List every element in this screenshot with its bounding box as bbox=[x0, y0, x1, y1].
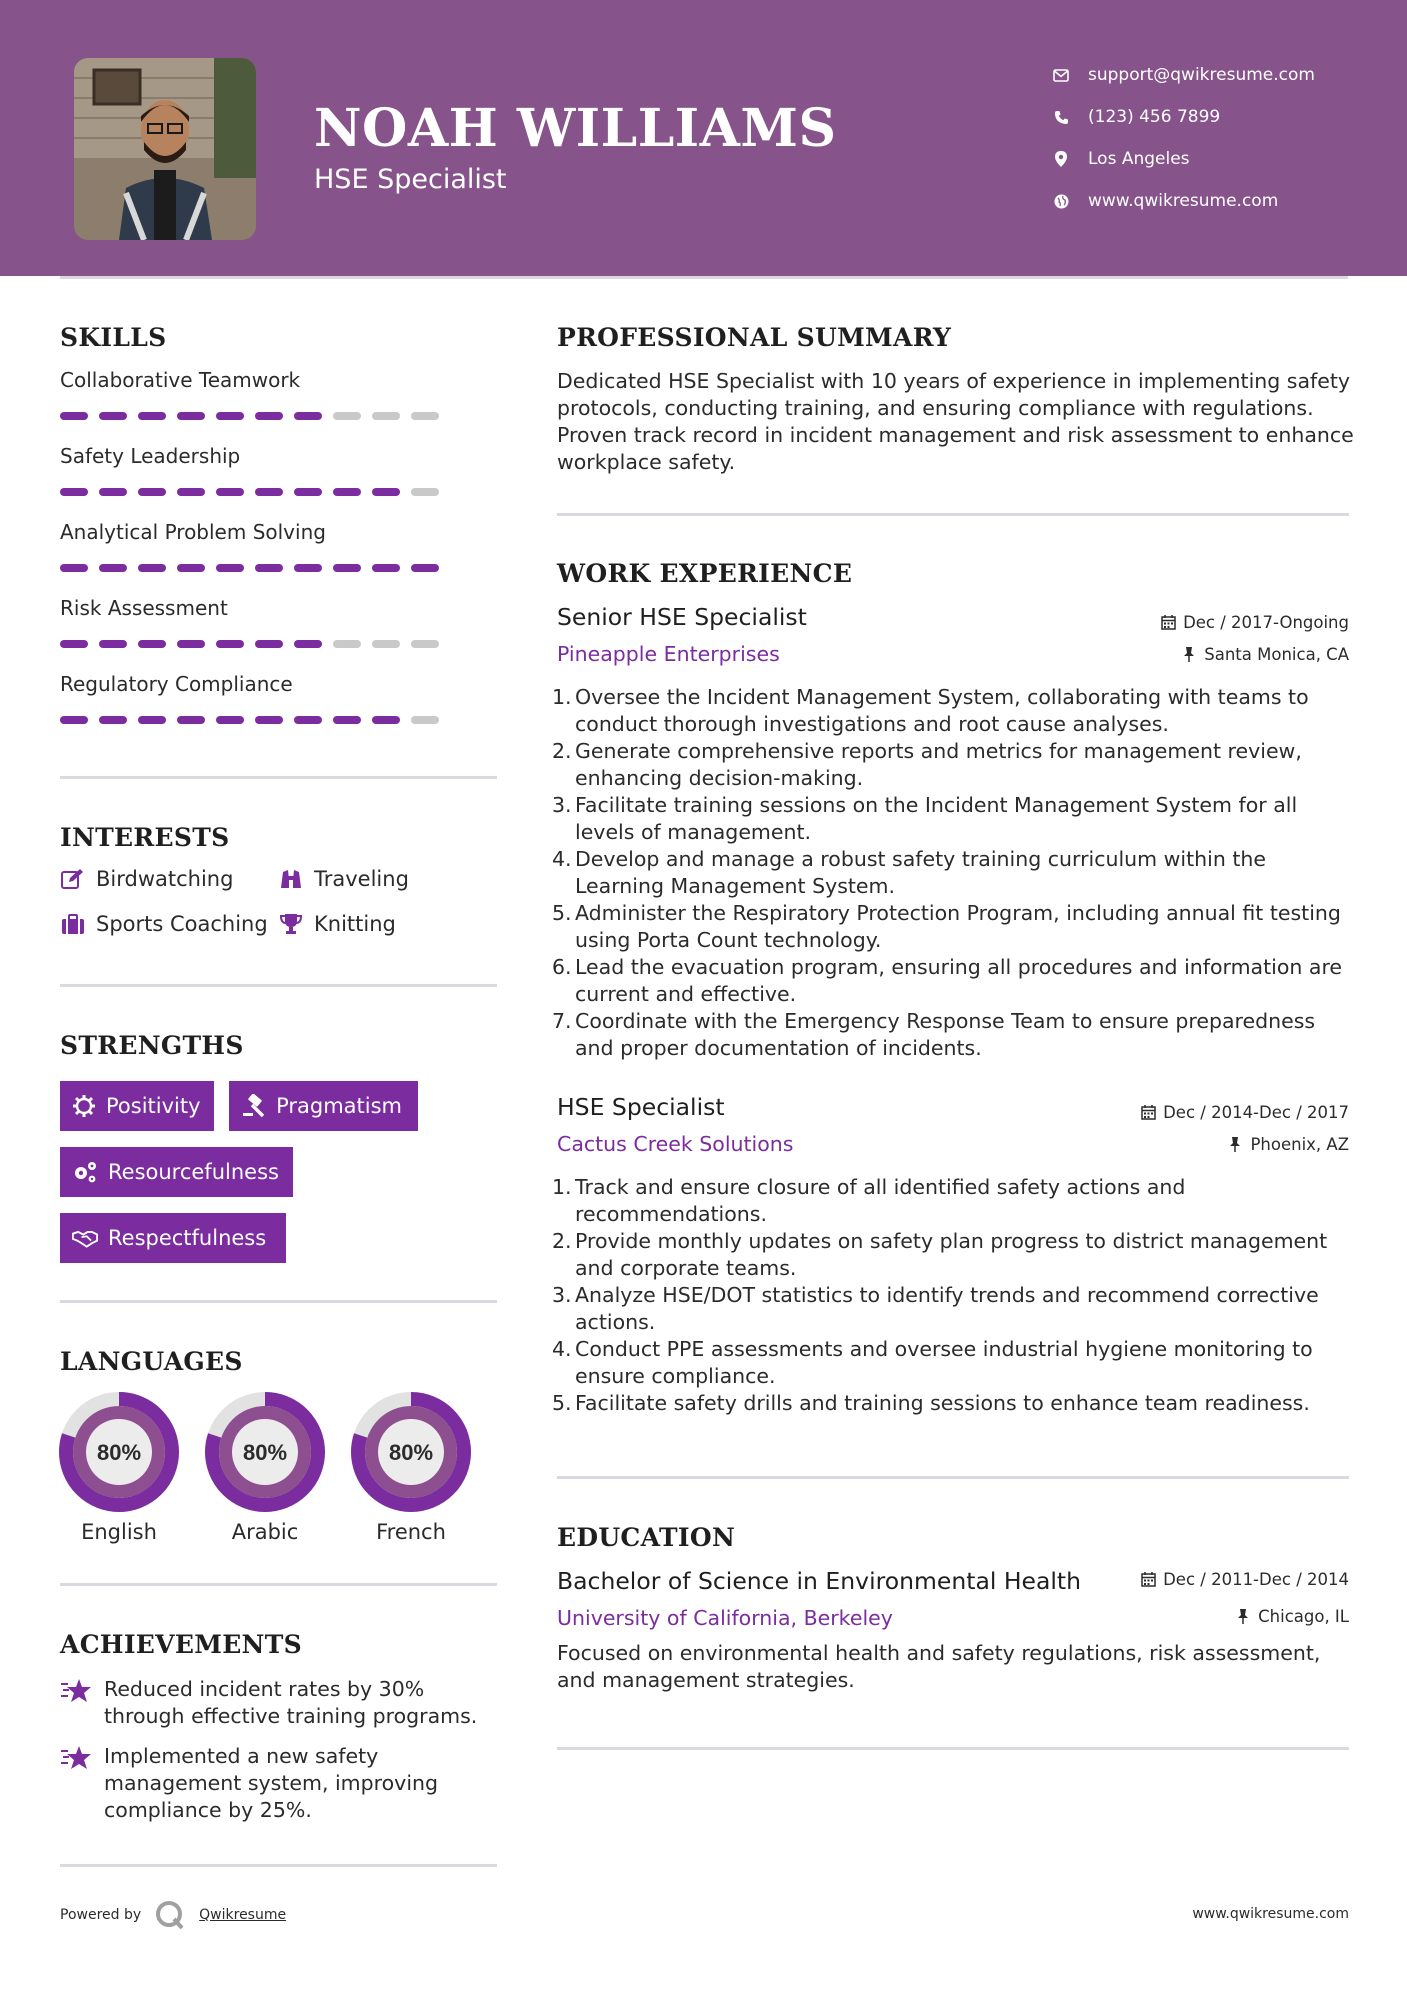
skill-dot-filled bbox=[138, 640, 166, 648]
interest-label: Birdwatching bbox=[96, 867, 234, 891]
language-percent: 80% bbox=[388, 1440, 434, 1465]
duty-item: 3. Analyze HSE/DOT statistics to identify trends and recommend corrective actions. bbox=[552, 1283, 1319, 1334]
language-item bbox=[203, 1390, 327, 1544]
pushpin-icon bbox=[1226, 1136, 1244, 1154]
achievement-text: Implemented a new safety management system, improving compliance by 25%. bbox=[104, 1744, 439, 1822]
interest-item bbox=[278, 866, 409, 892]
strength-label: Pragmatism bbox=[276, 1094, 402, 1118]
phone-icon bbox=[1050, 106, 1072, 128]
education-location-text: Chicago, IL bbox=[1258, 1607, 1349, 1626]
skill-item bbox=[60, 368, 460, 420]
profile-photo bbox=[74, 58, 256, 240]
duty-text: Analyze HSE/DOT statistics to identify trends and recommend corrective actions. bbox=[575, 1283, 1319, 1334]
language-item bbox=[57, 1390, 181, 1544]
education-description: Focused on environmental health and safety regulations, risk assessment, and management strategies. bbox=[557, 1641, 1321, 1692]
education-date bbox=[1139, 1570, 1349, 1589]
skill-name: Regulatory Compliance bbox=[60, 672, 293, 696]
skill-dot-filled bbox=[216, 716, 244, 724]
calendar-icon bbox=[1139, 1104, 1157, 1122]
footer-branding bbox=[60, 1900, 286, 1930]
gavel-icon bbox=[241, 1093, 266, 1119]
skill-dot-filled bbox=[255, 412, 283, 420]
achievements-divider bbox=[60, 1864, 497, 1867]
language-percent: 80% bbox=[96, 1440, 142, 1465]
interest-label: Knitting bbox=[314, 912, 396, 936]
contact-list bbox=[1050, 54, 1315, 222]
gear-icon bbox=[72, 1093, 96, 1119]
skill-dot-empty bbox=[333, 412, 361, 420]
skill-dot-filled bbox=[294, 640, 322, 648]
skill-dot-empty bbox=[411, 488, 439, 496]
skill-dot-filled bbox=[411, 564, 439, 572]
job-title: HSE Specialist bbox=[557, 1093, 725, 1121]
strengths-divider bbox=[60, 1300, 497, 1303]
skill-dot-filled bbox=[255, 488, 283, 496]
interests-divider bbox=[60, 984, 497, 987]
degree-title: Bachelor of Science in Environmental Health bbox=[557, 1567, 1082, 1595]
pushpin-icon bbox=[1234, 1608, 1252, 1626]
job-title: Senior HSE Specialist bbox=[557, 603, 807, 631]
skill-item bbox=[60, 444, 460, 496]
skill-dot-empty bbox=[372, 412, 400, 420]
skill-dot-empty bbox=[411, 412, 439, 420]
skill-dot-empty bbox=[333, 640, 361, 648]
powered-by-text: Powered by bbox=[60, 1907, 142, 1923]
job-location bbox=[1180, 645, 1349, 664]
contact-email-text: support@qwikresume.com bbox=[1088, 65, 1315, 85]
company-name: Cactus Creek Solutions bbox=[557, 1132, 794, 1156]
duty-item: 3. Facilitate training sessions on the Incident Management System for all levels of management. bbox=[552, 793, 1298, 844]
achievement-item bbox=[60, 1676, 500, 1730]
school-name: University of California, Berkeley bbox=[557, 1606, 893, 1630]
skill-dot-filled bbox=[177, 716, 205, 724]
star-award-icon bbox=[60, 1676, 92, 1706]
duty-item: 1. Oversee the Incident Management System, collaborating with teams to conduct thorough investigations and root cause analyses. bbox=[552, 685, 1309, 736]
skill-rating bbox=[60, 716, 460, 724]
education-divider bbox=[557, 1747, 1349, 1750]
calendar-icon bbox=[1159, 614, 1177, 632]
languages-divider bbox=[60, 1583, 497, 1586]
language-donut bbox=[203, 1390, 327, 1514]
job-location bbox=[1226, 1135, 1349, 1154]
skill-dot-filled bbox=[294, 716, 322, 724]
skill-dot-filled bbox=[138, 412, 166, 420]
skill-dot-filled bbox=[177, 488, 205, 496]
skill-dot-filled bbox=[372, 564, 400, 572]
skill-dot-empty bbox=[372, 640, 400, 648]
strength-label: Positivity bbox=[106, 1094, 201, 1118]
language-percent: 80% bbox=[242, 1440, 288, 1465]
skill-dot-filled bbox=[99, 564, 127, 572]
binoculars-icon bbox=[278, 866, 304, 892]
skill-rating bbox=[60, 412, 460, 420]
duty-item: 1. Track and ensure closure of all identified safety actions and recommendations. bbox=[552, 1175, 1186, 1226]
contact-email[interactable] bbox=[1050, 54, 1315, 96]
job-duties bbox=[552, 1174, 1357, 1417]
experience-divider bbox=[557, 1476, 1349, 1479]
education-location bbox=[1234, 1607, 1349, 1626]
strength-badge bbox=[60, 1081, 214, 1131]
duty-item: 2. Generate comprehensive reports and metrics for management review, enhancing decision-making. bbox=[552, 739, 1302, 790]
briefcase-icon bbox=[60, 911, 86, 937]
job-date bbox=[1139, 1103, 1349, 1122]
job-date bbox=[1159, 613, 1349, 632]
company-name: Pineapple Enterprises bbox=[557, 642, 780, 666]
duty-text: Track and ensure closure of all identified safety actions and recommendations. bbox=[575, 1175, 1186, 1226]
contact-website-text: www.qwikresume.com bbox=[1088, 191, 1279, 211]
duty-text: Generate comprehensive reports and metrics for management review, enhancing decision-making. bbox=[575, 739, 1302, 790]
skill-rating bbox=[60, 488, 460, 496]
skill-item bbox=[60, 596, 460, 648]
achievement-item bbox=[60, 1743, 500, 1824]
duty-item: 5. Administer the Respiratory Protection Program, including annual fit testing using Porta Count technology. bbox=[552, 901, 1341, 952]
duty-item: 4. Conduct PPE assessments and oversee industrial hygiene monitoring to ensure compliance. bbox=[552, 1337, 1313, 1388]
duty-text: Administer the Respiratory Protection Program, including annual fit testing using Porta Count technology. bbox=[575, 901, 1341, 952]
skill-dot-filled bbox=[99, 640, 127, 648]
duty-text: Facilitate safety drills and training sessions to enhance team readiness. bbox=[575, 1391, 1310, 1415]
strength-label: Respectfulness bbox=[108, 1226, 267, 1250]
language-name: English bbox=[81, 1520, 157, 1544]
contact-location bbox=[1050, 138, 1315, 180]
skill-dot-filled bbox=[99, 716, 127, 724]
skill-dot-filled bbox=[60, 564, 88, 572]
skill-dot-filled bbox=[255, 564, 283, 572]
skill-dot-filled bbox=[138, 564, 166, 572]
contact-phone-text: (123) 456 7899 bbox=[1088, 107, 1221, 127]
skill-name: Risk Assessment bbox=[60, 596, 228, 620]
brand-link[interactable]: Qwikresume bbox=[199, 1907, 287, 1923]
contact-website[interactable] bbox=[1050, 180, 1315, 222]
handshake-icon bbox=[72, 1225, 98, 1251]
duty-text: Provide monthly updates on safety plan progress to district management and corporate teams. bbox=[575, 1229, 1328, 1280]
skill-dot-filled bbox=[60, 412, 88, 420]
location-pin-icon bbox=[1050, 148, 1072, 170]
contact-location-text: Los Angeles bbox=[1088, 149, 1190, 169]
strength-badge bbox=[60, 1147, 293, 1197]
education-heading: EDUCATION bbox=[557, 1523, 736, 1552]
calendar-icon bbox=[1139, 1571, 1157, 1589]
skill-rating bbox=[60, 640, 460, 648]
skill-name: Safety Leadership bbox=[60, 444, 241, 468]
duty-text: Facilitate training sessions on the Incident Management System for all levels of management. bbox=[575, 793, 1298, 844]
achievement-text: Reduced incident rates by 30% through effective training programs. bbox=[104, 1677, 478, 1728]
header-banner bbox=[0, 0, 1407, 276]
skill-dot-filled bbox=[216, 412, 244, 420]
skill-dot-filled bbox=[60, 716, 88, 724]
strength-badge bbox=[60, 1213, 286, 1263]
star-award-icon bbox=[60, 1743, 92, 1773]
interest-label: Sports Coaching bbox=[96, 912, 268, 936]
job-duties bbox=[552, 684, 1357, 1062]
skill-dot-filled bbox=[60, 640, 88, 648]
interest-label: Traveling bbox=[314, 867, 409, 891]
header-divider bbox=[60, 276, 1348, 279]
skills-heading: SKILLS bbox=[60, 323, 167, 352]
interest-item bbox=[278, 911, 396, 937]
skill-dot-filled bbox=[216, 640, 244, 648]
skill-name: Collaborative Teamwork bbox=[60, 368, 301, 392]
skills-divider bbox=[60, 776, 497, 779]
edit-icon bbox=[60, 866, 86, 892]
skill-dot-filled bbox=[138, 716, 166, 724]
skill-dot-filled bbox=[294, 488, 322, 496]
skill-dot-empty bbox=[411, 716, 439, 724]
skill-dot-filled bbox=[60, 488, 88, 496]
strength-badge bbox=[229, 1081, 418, 1131]
summary-text: Dedicated HSE Specialist with 10 years of experience in implementing safety protocols, conducting training, and ensuring compliance with regulations. Proven track record in incident management and risk assessment to enhance workplace safety. bbox=[557, 369, 1354, 474]
skill-dot-filled bbox=[333, 564, 361, 572]
language-item bbox=[349, 1390, 473, 1544]
duty-item: 6. Lead the evacuation program, ensuring all procedures and information are current and effective. bbox=[552, 955, 1343, 1006]
duty-item: 5. Facilitate safety drills and training sessions to enhance team readiness. bbox=[552, 1391, 1310, 1415]
trophy-icon bbox=[278, 911, 304, 937]
experience-heading: WORK EXPERIENCE bbox=[557, 559, 853, 588]
job-location-text: Phoenix, AZ bbox=[1250, 1135, 1349, 1154]
globe-icon bbox=[1050, 190, 1072, 212]
duty-text: Develop and manage a robust safety training curriculum within the Learning Management System. bbox=[575, 847, 1266, 898]
interest-item bbox=[60, 911, 268, 937]
qwikresume-logo-icon bbox=[155, 1900, 185, 1930]
job-date-text: Dec / 2017-Ongoing bbox=[1183, 613, 1349, 632]
skill-dot-filled bbox=[372, 716, 400, 724]
candidate-title: HSE Specialist bbox=[314, 164, 507, 195]
cogs-icon bbox=[72, 1159, 98, 1185]
skill-dot-filled bbox=[255, 640, 283, 648]
skill-dot-filled bbox=[216, 488, 244, 496]
skill-dot-filled bbox=[255, 716, 283, 724]
skill-dot-filled bbox=[333, 488, 361, 496]
skill-dot-filled bbox=[294, 412, 322, 420]
skill-dot-filled bbox=[138, 488, 166, 496]
language-name: French bbox=[376, 1520, 446, 1544]
skill-item bbox=[60, 672, 460, 724]
job-date-text: Dec / 2014-Dec / 2017 bbox=[1163, 1103, 1349, 1122]
skill-dot-filled bbox=[177, 412, 205, 420]
duty-text: Conduct PPE assessments and oversee industrial hygiene monitoring to ensure compliance. bbox=[575, 1337, 1313, 1388]
strengths-heading: STRENGTHS bbox=[60, 1031, 244, 1060]
duty-item: 7. Coordinate with the Emergency Response Team to ensure preparedness and proper documentation of incidents. bbox=[552, 1009, 1316, 1060]
contact-phone[interactable] bbox=[1050, 96, 1315, 138]
skill-rating bbox=[60, 564, 460, 572]
skill-dot-filled bbox=[216, 564, 244, 572]
skill-dot-filled bbox=[177, 640, 205, 648]
footer-url[interactable]: www.qwikresume.com bbox=[1192, 1906, 1349, 1922]
summary-divider bbox=[557, 513, 1349, 516]
skill-name: Analytical Problem Solving bbox=[60, 520, 326, 544]
job-location-text: Santa Monica, CA bbox=[1204, 645, 1349, 664]
skill-dot-filled bbox=[372, 488, 400, 496]
duty-text: Coordinate with the Emergency Response Team to ensure preparedness and proper documentation of incidents. bbox=[575, 1009, 1316, 1060]
duty-item: 2. Provide monthly updates on safety plan progress to district management and corporate teams. bbox=[552, 1229, 1328, 1280]
achievements-heading: ACHIEVEMENTS bbox=[60, 1630, 302, 1659]
skill-dot-filled bbox=[99, 488, 127, 496]
summary-heading: PROFESSIONAL SUMMARY bbox=[557, 323, 952, 352]
skill-dot-filled bbox=[177, 564, 205, 572]
skill-item bbox=[60, 520, 460, 572]
language-donut bbox=[349, 1390, 473, 1514]
skill-dot-filled bbox=[294, 564, 322, 572]
language-donut bbox=[57, 1390, 181, 1514]
education-date-text: Dec / 2011-Dec / 2014 bbox=[1163, 1570, 1349, 1589]
envelope-icon bbox=[1050, 64, 1072, 86]
skill-dot-empty bbox=[411, 640, 439, 648]
strength-label: Resourcefulness bbox=[108, 1160, 279, 1184]
skill-dot-filled bbox=[99, 412, 127, 420]
interests-heading: INTERESTS bbox=[60, 823, 230, 852]
candidate-name: NOAH WILLIAMS bbox=[314, 98, 837, 159]
interest-item bbox=[60, 866, 233, 892]
language-name: Arabic bbox=[231, 1520, 299, 1544]
duty-item: 4. Develop and manage a robust safety training curriculum within the Learning Management System. bbox=[552, 847, 1266, 898]
duty-text: Oversee the Incident Management System, collaborating with teams to conduct thorough investigations and root cause analyses. bbox=[575, 685, 1309, 736]
languages-heading: LANGUAGES bbox=[60, 1347, 243, 1376]
skill-dot-filled bbox=[333, 716, 361, 724]
pushpin-icon bbox=[1180, 646, 1198, 664]
duty-text: Lead the evacuation program, ensuring all procedures and information are current and effective. bbox=[575, 955, 1343, 1006]
